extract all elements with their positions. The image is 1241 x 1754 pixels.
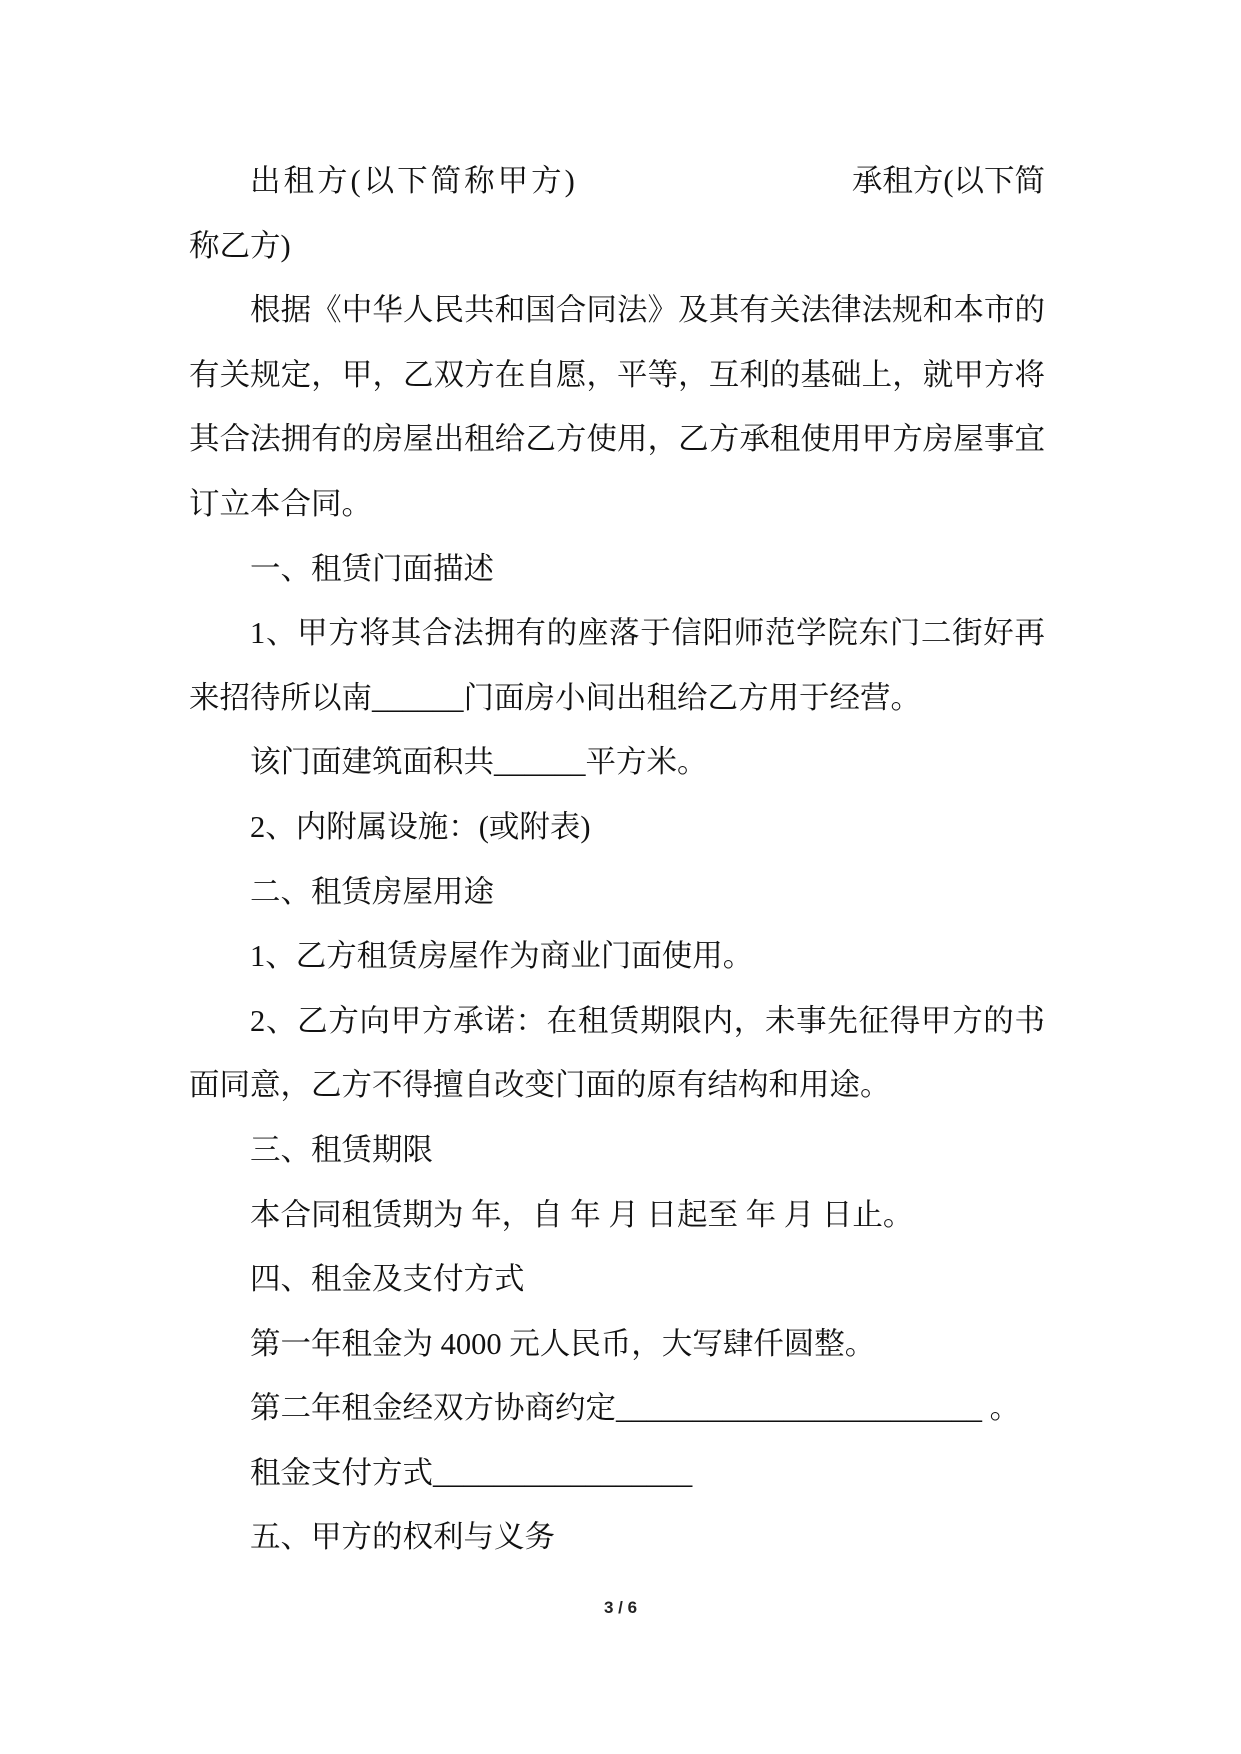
clause-line: 来招待所以南______门面房小间出租给乙方用于经营。: [189, 680, 921, 715]
clause-line: 面同意，乙方不得擅自改变门面的原有结构和用途。: [189, 1068, 891, 1103]
clause-line: 该门面建筑面积共______平方米。: [250, 745, 708, 780]
clause-line: 2、乙方向甲方承诺：在租赁期限内，未事先征得甲方的书: [250, 1003, 1045, 1038]
preamble-line: 根据《中华人民共和国合同法》及其有关法律法规和本市的: [250, 293, 1045, 328]
section-heading: 四、租金及支付方式: [250, 1262, 525, 1297]
clause-line: 2、内附属设施：(或附表): [250, 809, 591, 844]
section-heading: 一、租赁门面描述: [250, 551, 494, 586]
preamble-line: 称乙方): [189, 228, 291, 263]
section-heading: 五、甲方的权利与义务: [250, 1520, 555, 1555]
preamble-line: 有关规定，甲，乙双方在自愿，平等，互利的基础上，就甲方将: [189, 357, 1045, 392]
clause-line: 1、甲方将其合法拥有的座落于信阳师范学院东门二街好再: [250, 616, 1045, 651]
lessor-label: 出租方(以下简称甲方): [250, 164, 578, 198]
clause-line: 第一年租金为 4000 元人民币，大写肆仟圆整。: [250, 1326, 876, 1361]
lessee-label: 承租方(以下简: [851, 164, 1045, 198]
document-body: [189, 149, 1045, 1570]
section-heading: 二、租赁房屋用途: [250, 874, 494, 909]
parties-line: [189, 149, 1045, 214]
clause-line: 1、乙方租赁房屋作为商业门面使用。: [250, 939, 754, 974]
clause-line: 本合同租赁期为 年，自 年 月 日起至 年 月 日止。: [250, 1197, 914, 1232]
section-heading: 三、租赁期限: [250, 1132, 433, 1167]
preamble-line: 订立本合同。: [189, 486, 372, 521]
preamble-line: 其合法拥有的房屋出租给乙方使用，乙方承租使用甲方房屋事宜: [189, 422, 1045, 457]
page-number: 3 / 6: [603, 1598, 638, 1617]
clause-line: 第二年租金经双方协商约定________________________ 。: [250, 1391, 1021, 1426]
clause-line: 租金支付方式_________________: [250, 1455, 693, 1490]
